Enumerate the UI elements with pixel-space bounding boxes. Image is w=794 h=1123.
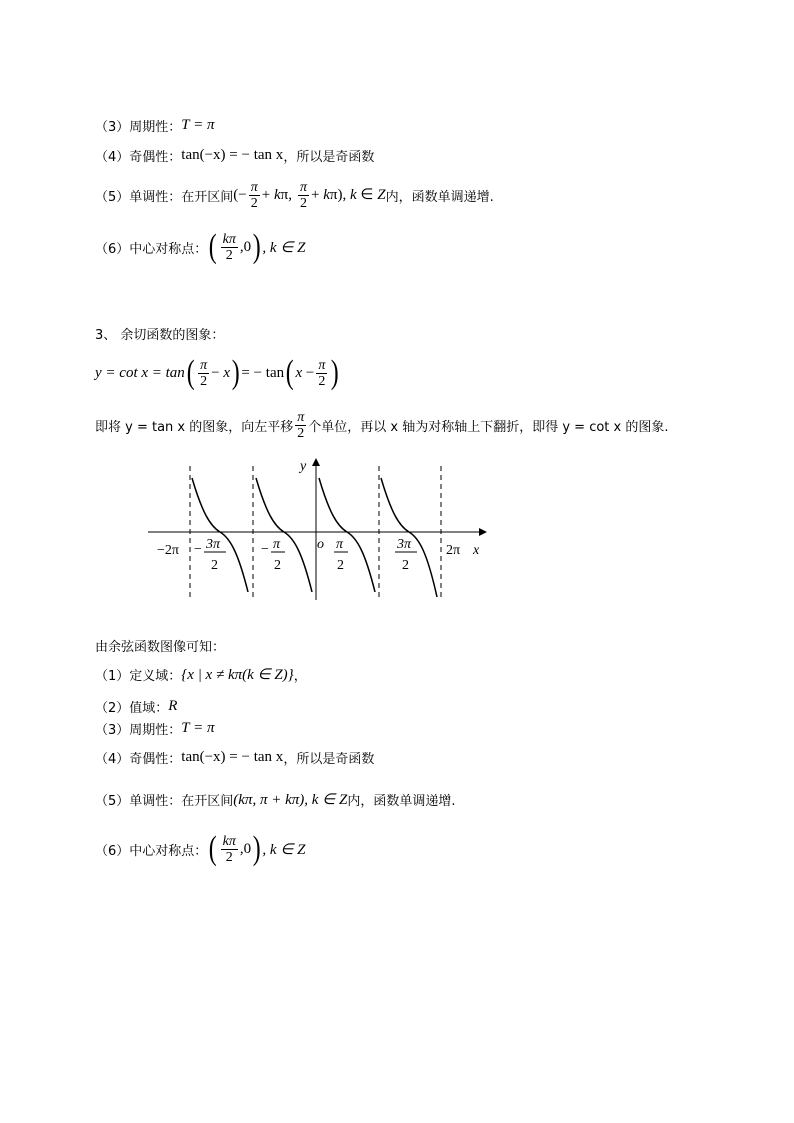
parity-formula: tan(−x) = − tan x	[181, 147, 284, 163]
cot-formula: y = cot x = tan ( $\frac{\pi}{2}$ − x ) = − tan ( x − $\frac{\pi}{2}$ )	[95, 354, 339, 391]
var-x: x	[223, 364, 231, 381]
tick-frac-den: 2	[402, 558, 409, 573]
tick-frac-den: 2	[274, 558, 281, 573]
center-label: （6）中心对称点：	[95, 843, 208, 859]
domain-tail: ，	[293, 669, 307, 684]
section-title: 3、 余切函数的图象：	[95, 328, 225, 343]
period-label: （3）周期性：	[95, 120, 182, 135]
domain-formula: {x | x ≠ kπ(k ∈ Z)}	[181, 667, 294, 683]
frac-num: π	[318, 357, 326, 373]
tick-minus-sign: −	[261, 542, 269, 557]
frac-num: π	[297, 410, 305, 425]
parity-formula: tan(−x) = − tan x	[181, 749, 284, 765]
tick-frac-num: π	[336, 537, 344, 552]
formula-mid: = − tan	[241, 364, 285, 381]
center-label: （6）中心对称点：	[95, 241, 208, 257]
intro-text: 由余弦函数图像可知：	[95, 640, 226, 655]
frac-den: 2	[200, 373, 208, 389]
range-label: （2）值域：	[95, 701, 169, 716]
frac-den: 2	[318, 373, 326, 389]
center-domain: , k ∈ Z	[262, 841, 306, 858]
monotonic-conclusion: 内，函数单调递增.	[347, 794, 456, 809]
parity-conclusion: ，所以是奇函数	[283, 150, 375, 165]
x-axis-label: x	[473, 543, 480, 558]
property-parity-2	[95, 748, 374, 767]
frac-den: 2	[299, 196, 307, 211]
tick-minus-sign: −	[194, 542, 202, 557]
tick-frac-den: 2	[337, 558, 344, 573]
y-axis-label: y	[300, 459, 307, 474]
period-label: （3）周期性：	[95, 723, 182, 738]
monotonic-label: （5）单调性：在开区间	[95, 190, 234, 205]
period-formula: T = π	[181, 117, 215, 133]
property-period-2	[95, 719, 215, 738]
domain-label: （1）定义域：	[95, 669, 182, 684]
frac-den: 2	[225, 247, 233, 263]
property-monotonic-1	[95, 180, 494, 211]
parity-conclusion: ，所以是奇函数	[283, 752, 375, 767]
monotonic-label: （5）单调性：在开区间	[95, 794, 234, 809]
parity-label: （4）奇偶性：	[95, 150, 182, 165]
frac-den: 2	[297, 426, 305, 441]
desc-part-a: 即将 y = tan x 的图象，向左平移	[95, 420, 294, 435]
center-zero: 0	[243, 840, 252, 857]
property-monotonic-2	[95, 790, 455, 809]
tick-frac-num: 3π	[397, 537, 412, 552]
tick-frac-den: 2	[211, 558, 218, 573]
tick-2pi: 2π	[446, 543, 461, 558]
center-domain: , k ∈ Z	[262, 239, 306, 256]
var-x: x	[295, 364, 303, 381]
period-formula: T = π	[181, 720, 215, 736]
frac-num: kπ	[222, 833, 236, 849]
parity-label: （4）奇偶性：	[95, 752, 182, 767]
frac-num: π	[299, 180, 307, 195]
frac-num: kπ	[222, 231, 236, 247]
section-heading-cot	[95, 324, 224, 343]
property-range-2	[95, 697, 177, 716]
cot-branch	[192, 478, 248, 592]
property-parity-1	[95, 146, 374, 165]
tick-frac-num: 3π	[206, 537, 221, 552]
desc-part-b: 个单位，再以 x 轴为对称轴上下翻折，即得 y = cot x 的图象.	[308, 420, 669, 435]
monotonic-conclusion: 内，函数单调递增.	[385, 190, 494, 205]
property-center-1: （6）中心对称点： ( $\frac{k\pi}{2}$ , 0 ) , k ∈ Z	[95, 228, 306, 265]
center-zero: 0	[243, 238, 252, 255]
tick-neg-2pi: −2π	[157, 543, 179, 558]
monotonic-interval: (kπ, π + kπ), k ∈ Z	[233, 792, 348, 808]
frac-num: π	[250, 180, 258, 195]
property-period-1	[95, 116, 215, 135]
origin-label: o	[317, 537, 324, 552]
formula-left: y = cot x = tan	[95, 364, 185, 381]
range-formula: R	[168, 698, 178, 714]
cot-properties-intro	[95, 636, 225, 655]
cot-branch	[319, 478, 375, 592]
cot-branch	[256, 478, 312, 592]
monotonic-interval: (− $\frac{\pi}{2}$ + kπ, $\frac{\pi}{2}$ + kπ), k ∈ Z	[233, 180, 386, 211]
property-center-2: （6）中心对称点： ( $\frac{k\pi}{2}$ , 0 ) , k ∈ Z	[95, 830, 306, 867]
tick-frac-num: π	[273, 537, 281, 552]
frac-den: 2	[250, 196, 258, 211]
cot-graph	[140, 452, 500, 602]
frac-num: π	[200, 357, 208, 373]
frac-den: 2	[225, 849, 233, 865]
property-domain-2	[95, 665, 307, 684]
cot-description	[95, 410, 669, 441]
